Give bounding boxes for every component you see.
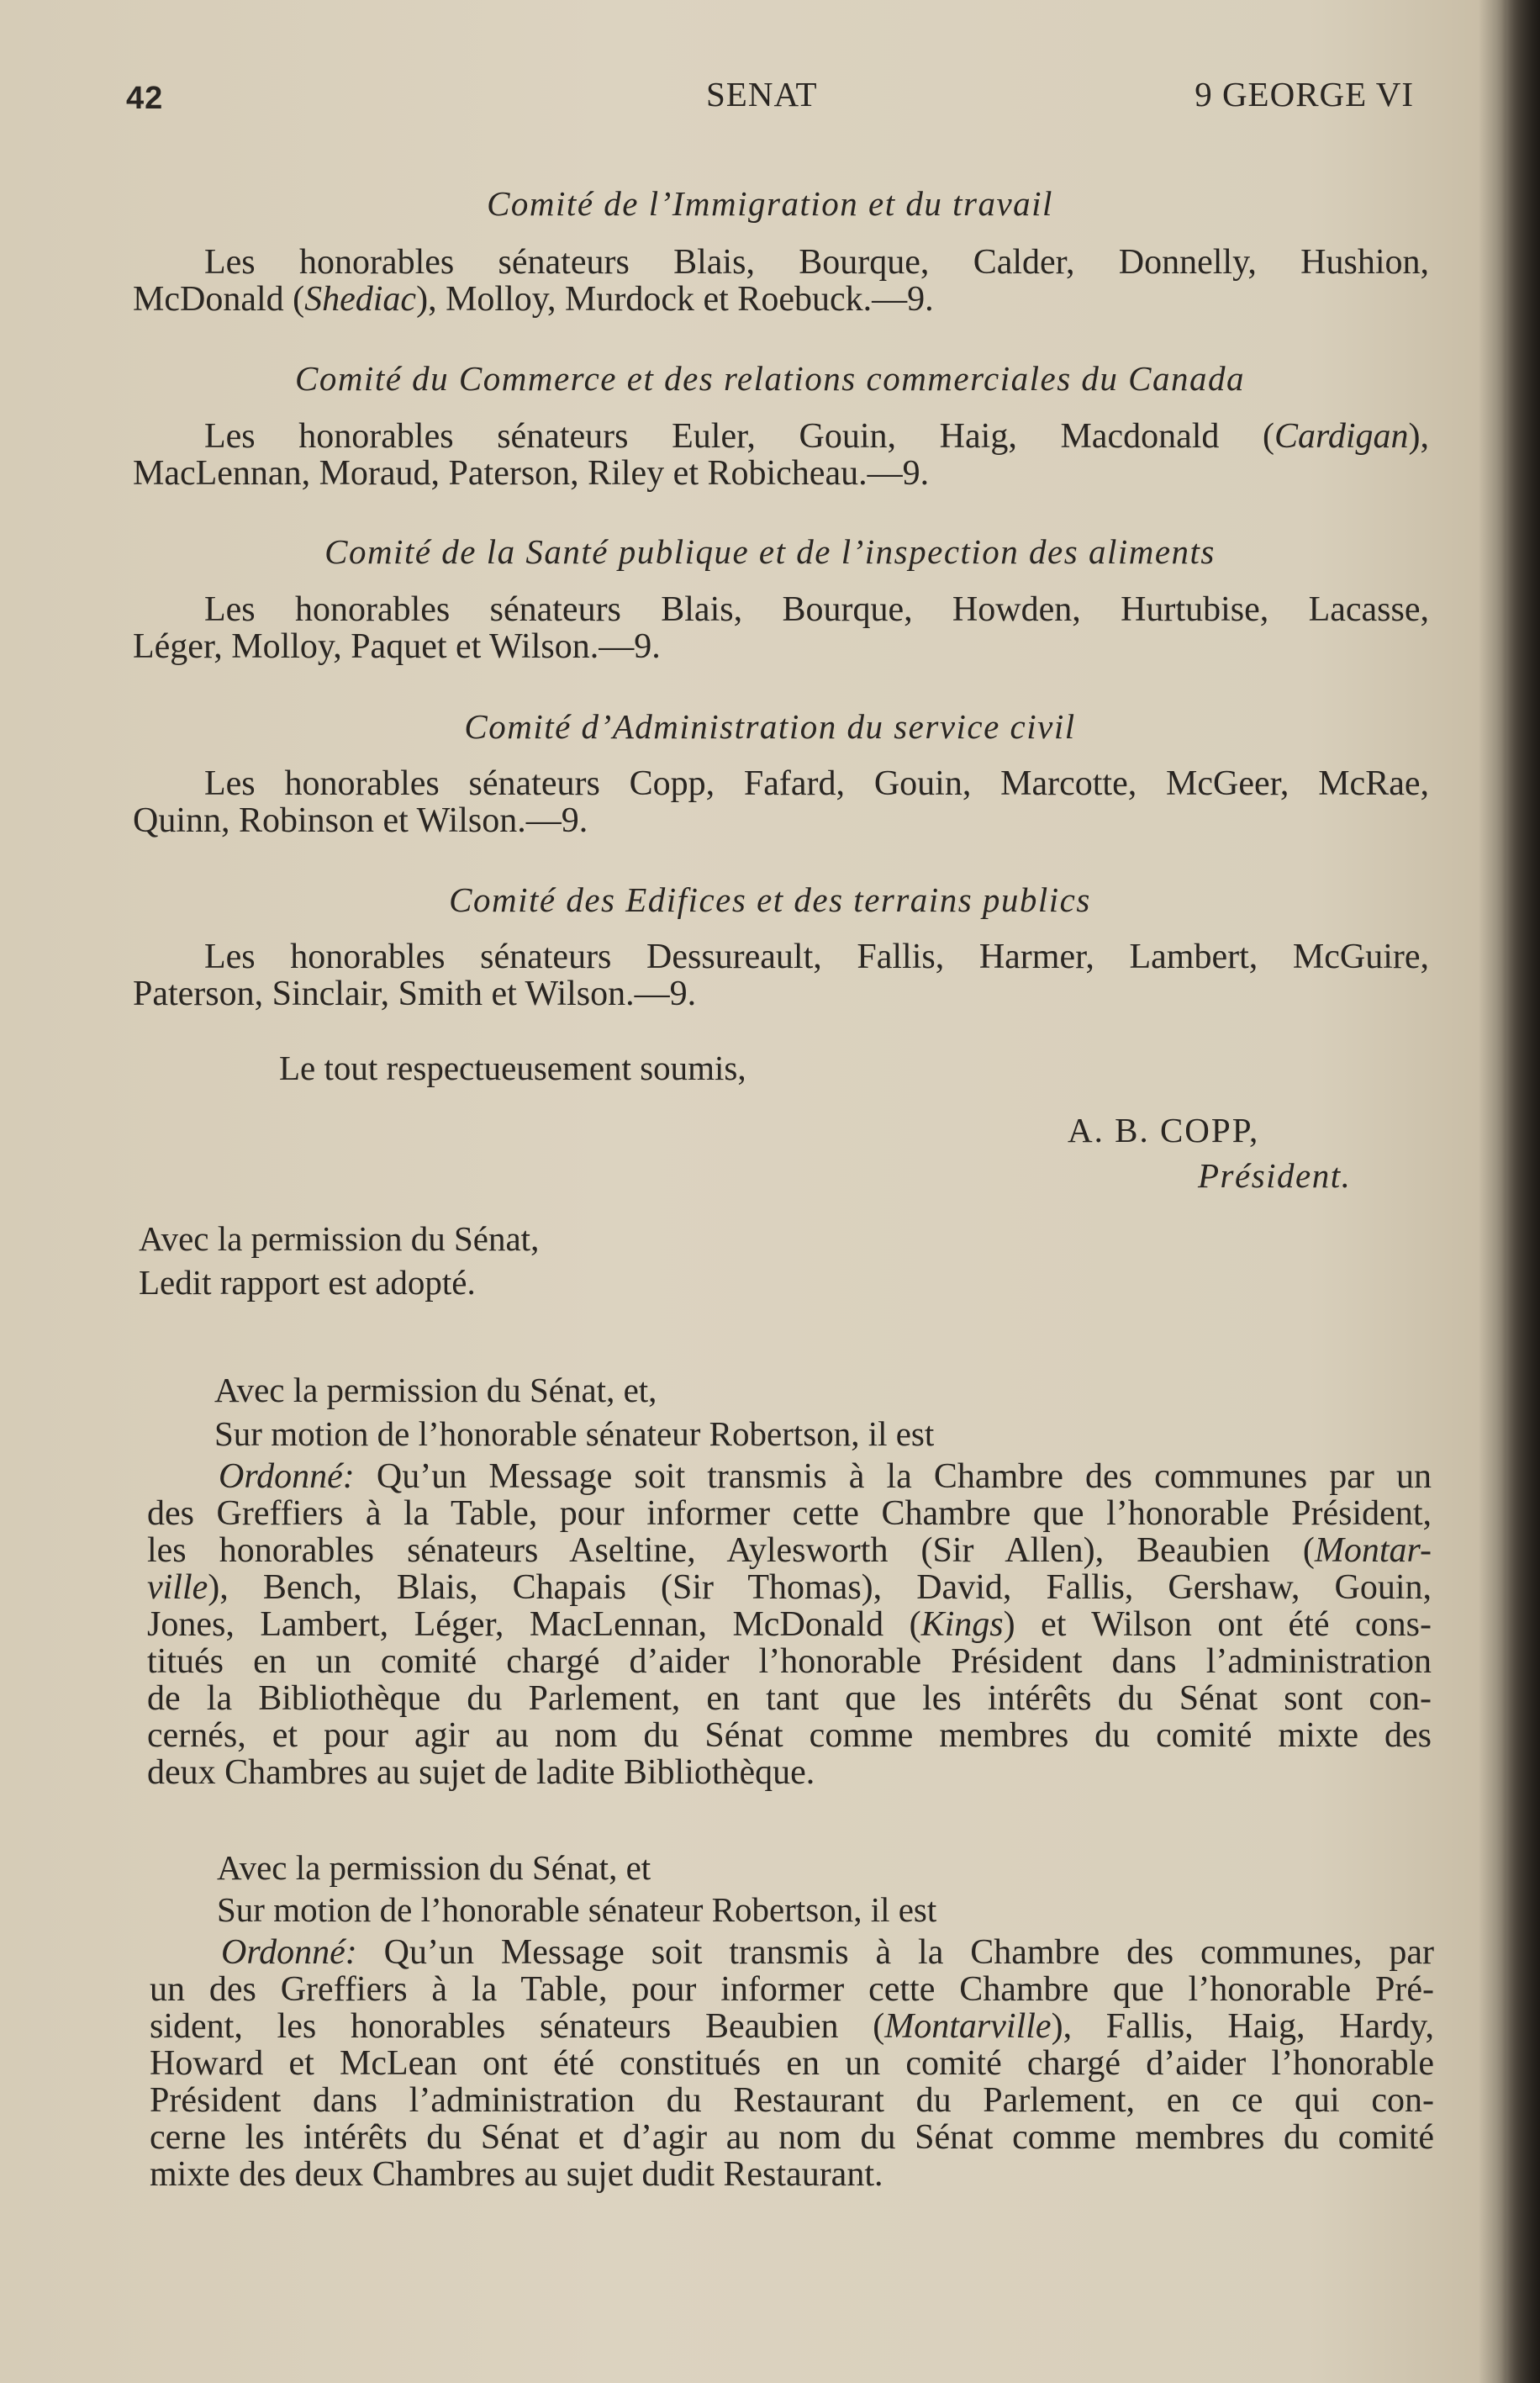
closing-line: Le tout respectueusement soumis, — [279, 1049, 746, 1087]
ordonne-label: Ordonné: — [219, 1457, 355, 1496]
order1-body — [147, 1458, 1432, 1791]
members-line: Les honorables sénateurs Dessureault, Fallis, Harmer, Lambert, McGuire, — [204, 938, 1429, 976]
order-line: de la Bibliothèque du Parlement, en tant que les intérêts du Sénat sont con- — [147, 1679, 1432, 1718]
committee-heading-immigration: Comité de l’Immigration et du travail — [487, 184, 1053, 223]
committee-members-sante — [133, 591, 1429, 665]
members-line: Quinn, Robinson et Wilson.—9. — [133, 801, 588, 840]
signatory-name: A. B. COPP, — [1068, 1111, 1260, 1149]
committee-members-commerce — [133, 418, 1429, 492]
order-line: cerne les intérêts du Sénat et d’agir au nom du Sénat comme membres du comité — [150, 2118, 1434, 2157]
order-line: les honorables sénateurs Aseltine, Aylesworth (Sir Allen), Beaubien (Montar- — [147, 1531, 1432, 1570]
members-line: Les honorables sénateurs Blais, Bourque, Howden, Hurtubise, Lacasse, — [204, 590, 1429, 629]
order-line: Président dans l’administration du Restaurant du Parlement, en ce qui con- — [150, 2081, 1434, 2120]
order1-motion: Sur motion de l’honorable sénateur Robertson, il est — [214, 1414, 935, 1453]
ordonne-label: Ordonné: — [221, 1933, 357, 1972]
order-line: ville), Bench, Blais, Chapais (Sir Thomas), David, Fallis, Gershaw, Gouin, — [147, 1568, 1432, 1607]
committee-heading-service-civil: Comité d’Administration du service civil — [464, 707, 1076, 746]
order-line: titués en un comité chargé d’aider l’honorable Président dans l’administration — [147, 1642, 1432, 1681]
order-line: Jones, Lambert, Léger, MacLennan, McDonald (Kings) et Wilson ont été cons- — [147, 1605, 1432, 1644]
members-line: Les honorables sénateurs Copp, Fafard, Gouin, Marcotte, McGeer, McRae, — [204, 764, 1429, 803]
adoption-line-1: Avec la permission du Sénat, — [139, 1219, 540, 1258]
page-number: 42 — [126, 81, 164, 116]
signatory-title: Président. — [1198, 1156, 1352, 1195]
regnal-year: 9 GEORGE VI — [1195, 75, 1414, 114]
committee-heading-commerce: Comité du Commerce et des relations commerciales du Canada — [294, 359, 1246, 398]
committee-members-service-civil — [133, 765, 1429, 839]
order-line: deux Chambres au sujet de ladite Bibliothèque. — [147, 1753, 815, 1792]
adoption-line-2: Ledit rapport est adopté. — [139, 1263, 476, 1302]
members-line: MacLennan, Moraud, Paterson, Riley et Robicheau.—9. — [133, 454, 930, 493]
members-line: Paterson, Sinclair, Smith et Wilson.—9. — [133, 975, 697, 1013]
committee-members-edifices — [133, 938, 1429, 1012]
committee-heading-sante: Comité de la Santé publique et de l’inspection des aliments — [324, 532, 1216, 571]
order-line: des Greffiers à la Table, pour informer cette Chambre que l’honorable Président, — [147, 1494, 1432, 1533]
running-header — [126, 74, 1414, 116]
running-title: SENAT — [706, 75, 818, 114]
members-line: Léger, Molloy, Paquet et Wilson.—9. — [133, 627, 661, 666]
committee-heading-edifices: Comité des Edifices et des terrains publics — [449, 880, 1091, 919]
order-line: Ordonné: Qu’un Message soit transmis à la Chambre des communes par un — [219, 1457, 1432, 1496]
order2-motion: Sur motion de l’honorable sénateur Robertson, il est — [217, 1890, 937, 1929]
committee-members-immigration — [133, 244, 1429, 318]
order-line: sident, les honorables sénateurs Beaubien (Montarville), Fallis, Haig, Hardy, — [150, 2007, 1434, 2046]
members-line: Les honorables sénateurs Blais, Bourque, Calder, Donnelly, Hushion, — [204, 243, 1429, 282]
order-line: Ordonné: Qu’un Message soit transmis à la Chambre des communes, par — [221, 1933, 1434, 1972]
order-line: un des Greffiers à la Table, pour informer cette Chambre que l’honorable Pré- — [150, 1970, 1434, 2009]
order2-body — [150, 1934, 1434, 2193]
members-line: Les honorables sénateurs Euler, Gouin, Haig, Macdonald (Cardigan), — [204, 417, 1429, 456]
order-line: cernés, et pour agir au nom du Sénat comme membres du comité mixte des — [147, 1716, 1432, 1755]
order1-permission: Avec la permission du Sénat, et, — [214, 1371, 657, 1409]
order-line: Howard et McLean ont été constitués en un comité chargé d’aider l’honorable — [150, 2044, 1434, 2083]
order2-permission: Avec la permission du Sénat, et — [217, 1848, 651, 1887]
order-line: mixte des deux Chambres au sujet dudit Restaurant. — [150, 2155, 883, 2194]
members-line: McDonald (Shediac), Molloy, Murdock et Roebuck.—9. — [133, 280, 934, 319]
